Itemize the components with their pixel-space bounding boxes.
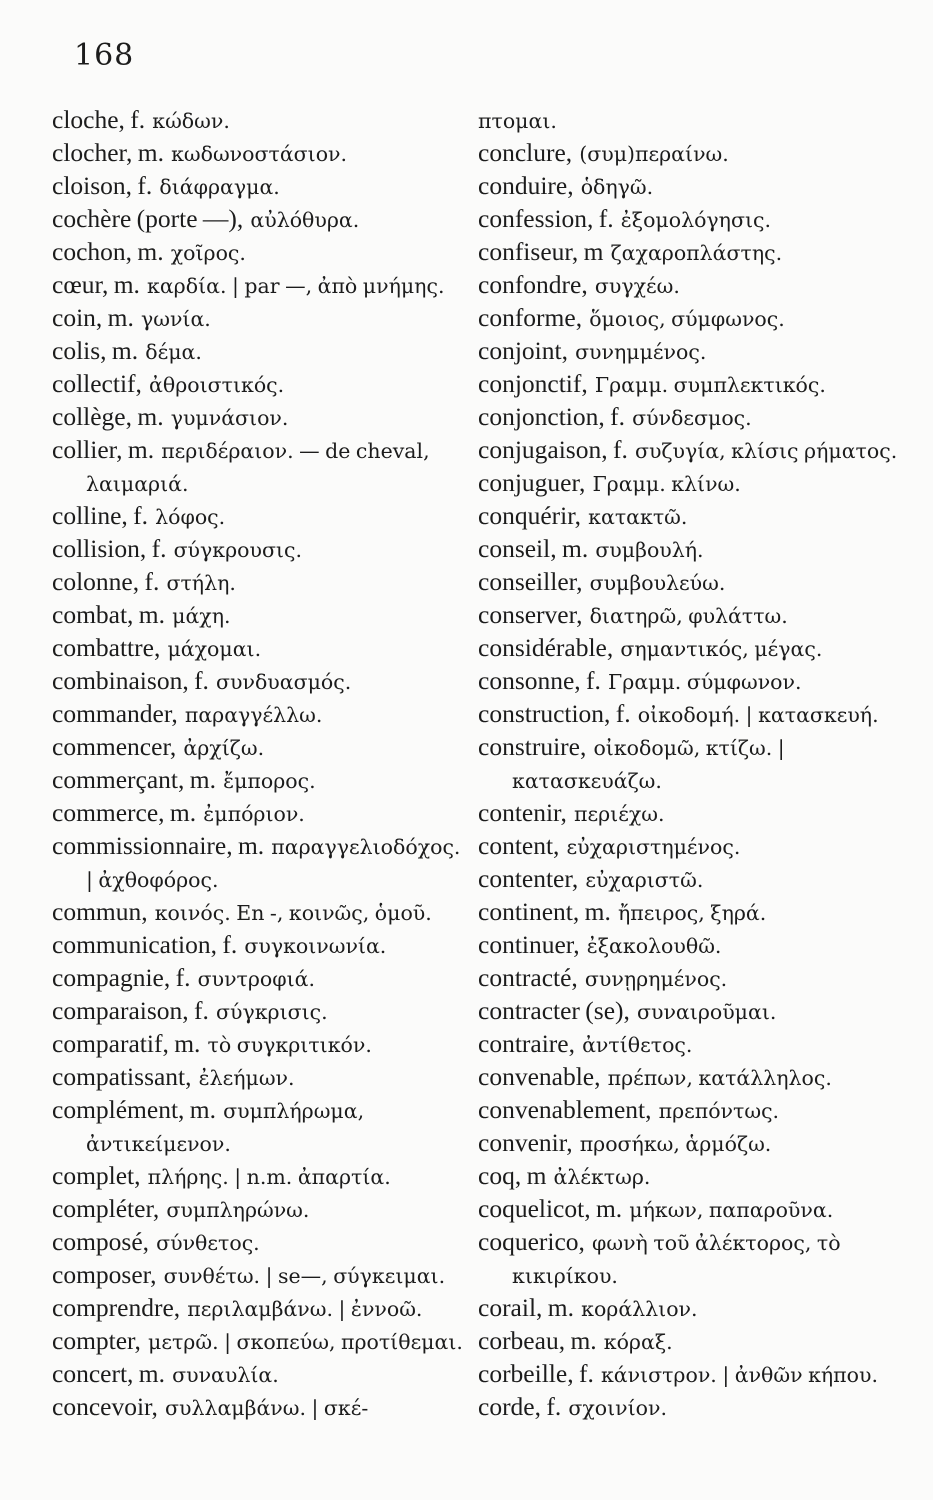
headword: consonne, f.	[478, 666, 601, 695]
greek-translation: γωνία.	[140, 307, 211, 331]
headword: conclure,	[478, 138, 573, 167]
headword: cochère (porte —),	[52, 204, 244, 233]
dictionary-entry	[52, 797, 472, 830]
greek-translation: οἰκοδομῶ, κτίζω. | κατασκευάζω.	[512, 736, 785, 793]
headword: commun,	[52, 897, 148, 926]
greek-translation: περιέχω.	[574, 802, 665, 826]
headword: complet,	[52, 1161, 141, 1190]
greek-translation: συντροφιά.	[197, 967, 316, 991]
dictionary-entry	[52, 1160, 472, 1193]
greek-translation: καρδία. | par —, ἀπὸ μνήμης.	[147, 274, 445, 298]
greek-translation: μετρῶ. | σκοπεύω, προτίθεμαι.	[148, 1330, 463, 1354]
headword: confession, f.	[478, 204, 614, 233]
dictionary-entry	[478, 236, 898, 269]
greek-translation: ἤπειρος, ξηρά.	[617, 901, 767, 925]
dictionary-entry	[478, 467, 898, 500]
dictionary-entry	[478, 1391, 898, 1424]
dictionary-entry	[52, 533, 472, 566]
dictionary-entry	[52, 104, 472, 137]
dictionary-entry	[52, 698, 472, 731]
greek-translation: σύνθετος.	[156, 1231, 260, 1255]
dictionary-entry	[478, 335, 898, 368]
dictionary-entry	[478, 1028, 898, 1061]
greek-translation: σύγκρισις.	[216, 1000, 328, 1024]
headword: coq, m	[478, 1161, 547, 1190]
headword: compter,	[52, 1326, 141, 1355]
dictionary-entry	[478, 500, 898, 533]
headword: conseiller,	[478, 567, 583, 596]
greek-translation: σύνδεσμος.	[632, 406, 752, 430]
headword: convenablement,	[478, 1095, 652, 1124]
greek-translation: συζυγία, κλίσις ρήματος.	[634, 439, 898, 463]
greek-translation: διατηρῶ, φυλάττω.	[589, 604, 788, 628]
headword: contracter (se),	[478, 996, 630, 1025]
headword: commander,	[52, 699, 178, 728]
dictionary-entry	[52, 1094, 472, 1160]
dictionary-entry	[478, 1160, 898, 1193]
dictionary-entry	[52, 1391, 472, 1424]
dictionary-entry	[52, 500, 472, 533]
greek-translation: ἀθροιστικός.	[149, 373, 285, 397]
dictionary-entry	[478, 104, 898, 137]
headword: contraire,	[478, 1029, 575, 1058]
dictionary-entry	[478, 929, 898, 962]
headword: combat, m.	[52, 600, 166, 629]
headword: corde, f.	[478, 1392, 562, 1421]
dictionary-entry	[52, 1226, 472, 1259]
greek-translation: φωνὴ τοῦ ἀλέκτορος, τὸ κικιρίκου.	[512, 1231, 841, 1288]
greek-translation: (συμ)περαίνω.	[579, 142, 729, 166]
greek-translation: ὁδηγῶ.	[580, 175, 654, 199]
dictionary-entry	[478, 995, 898, 1028]
headword: communication, f.	[52, 930, 238, 959]
greek-translation: ἀρχίζω.	[183, 736, 265, 760]
headword: collège, m.	[52, 402, 164, 431]
headword: complément, m.	[52, 1095, 217, 1124]
greek-translation: συγχέω.	[594, 274, 680, 298]
dictionary-entry	[478, 1193, 898, 1226]
greek-translation: Γραμμ. συμπλεκτικός.	[594, 373, 826, 397]
dictionary-entry	[52, 929, 472, 962]
headword: corbeau, m.	[478, 1326, 597, 1355]
greek-translation: τὸ συγκριτικόν.	[207, 1033, 372, 1057]
greek-translation: λόφος.	[155, 505, 226, 529]
dictionary-entry	[52, 1325, 472, 1358]
dictionary-entry	[478, 962, 898, 995]
dictionary-entry	[478, 632, 898, 665]
headword: composé,	[52, 1227, 150, 1256]
greek-translation: συμπλήρωμα, ἀντικείμενον.	[86, 1099, 365, 1156]
headword: colline, f.	[52, 501, 149, 530]
page-number: 168	[74, 38, 135, 73]
headword: content,	[478, 831, 560, 860]
dictionary-entry	[478, 566, 898, 599]
headword: commerçant, m.	[52, 765, 216, 794]
dictionary-entry	[52, 1259, 472, 1292]
dictionary-entry	[478, 203, 898, 236]
greek-translation: χοῖρος.	[170, 241, 246, 265]
dictionary-entry	[52, 995, 472, 1028]
dictionary-entry	[478, 137, 898, 170]
dictionary-entry	[478, 434, 898, 467]
headword: commissionnaire, m.	[52, 831, 265, 860]
headword: contracté,	[478, 963, 578, 992]
headword: collier, m.	[52, 435, 155, 464]
greek-translation: ὅμοιος, σύμφωνος.	[589, 307, 785, 331]
headword: convenir,	[478, 1128, 573, 1157]
dictionary-entry	[52, 1028, 472, 1061]
dictionary-entry	[52, 1193, 472, 1226]
headword: comparaison, f.	[52, 996, 209, 1025]
greek-translation: περιλαμβάνω. | ἐννοῶ.	[187, 1297, 423, 1321]
dictionary-entry	[478, 269, 898, 302]
headword: combattre,	[52, 633, 161, 662]
headword: cœur, m.	[52, 270, 140, 299]
headword: construction, f.	[478, 699, 631, 728]
greek-translation: οἰκοδομή. | κατασκευή.	[637, 703, 879, 727]
headword: collision, f.	[52, 534, 167, 563]
dictionary-entry	[52, 731, 472, 764]
headword: collectif,	[52, 369, 142, 398]
greek-translation: κωδωνοστάσιον.	[171, 142, 348, 166]
headword: coquelicot, m.	[478, 1194, 623, 1223]
headword: cochon, m.	[52, 237, 164, 266]
headword: continent, m.	[478, 897, 611, 926]
dictionary-entry	[52, 170, 472, 203]
greek-translation: διάφραγμα.	[159, 175, 280, 199]
greek-translation: συνθέτω. | se—, σύγκειμαι.	[163, 1264, 446, 1288]
dictionary-entry	[52, 962, 472, 995]
greek-translation: κοινός. En -, κοινῶς, ὁμοῦ.	[154, 901, 432, 925]
headword: coquerico,	[478, 1227, 585, 1256]
headword: conserver,	[478, 600, 583, 629]
headword: compléter,	[52, 1194, 160, 1223]
dictionary-entry	[52, 665, 472, 698]
headword: confiseur, m	[478, 237, 604, 266]
greek-translation: συλλαμβάνω. | σκέ-	[165, 1396, 369, 1420]
dictionary-entry	[52, 335, 472, 368]
greek-translation: σημαντικός, μέγας.	[620, 637, 823, 661]
headword: commerce, m.	[52, 798, 197, 827]
dictionary-entry	[478, 1325, 898, 1358]
dictionary-entry	[52, 137, 472, 170]
headword: corbeille, f.	[478, 1359, 594, 1388]
greek-translation: συνδυασμός.	[216, 670, 352, 694]
dictionary-entry	[52, 1358, 472, 1391]
headword: continuer,	[478, 930, 580, 959]
greek-translation: συνημμένος.	[575, 340, 707, 364]
dictionary-entry	[52, 1292, 472, 1325]
dictionary-entry	[52, 896, 472, 929]
headword: coin, m.	[52, 303, 134, 332]
dictionary-entry	[52, 236, 472, 269]
right-column	[478, 104, 898, 1424]
greek-translation: κάνιστρον. | ἀνθῶν κήπου.	[600, 1363, 878, 1387]
dictionary-entry	[478, 665, 898, 698]
headword: commencer,	[52, 732, 177, 761]
greek-translation: ἐξομολόγησις.	[620, 208, 771, 232]
greek-translation: κατακτῶ.	[588, 505, 688, 529]
headword: comparatif, m.	[52, 1029, 201, 1058]
headword: corail, m.	[478, 1293, 575, 1322]
headword: colis, m.	[52, 336, 139, 365]
headword: concert, m.	[52, 1359, 165, 1388]
headword: contenter,	[478, 864, 579, 893]
greek-translation: ἐλεήμων.	[198, 1066, 295, 1090]
greek-translation: συμπληρώνω.	[166, 1198, 310, 1222]
dictionary-entry	[52, 203, 472, 236]
dictionary-entry	[478, 1226, 898, 1292]
dictionary-entry	[478, 1358, 898, 1391]
headword: clocher, m.	[52, 138, 164, 167]
headword: cloison, f.	[52, 171, 153, 200]
greek-translation: μάχομαι.	[167, 637, 262, 661]
greek-translation: Γραμμ. κλίνω.	[592, 472, 741, 496]
dictionary-entry	[478, 599, 898, 632]
dictionary-entry	[478, 1061, 898, 1094]
headword: conjoint,	[478, 336, 568, 365]
greek-translation: ἀλέκτωρ.	[553, 1165, 651, 1189]
greek-translation: εὐχαριστῶ.	[585, 868, 704, 892]
headword: conquérir,	[478, 501, 582, 530]
dictionary-entry	[52, 368, 472, 401]
headword: conforme,	[478, 303, 583, 332]
greek-translation: γυμνάσιον.	[170, 406, 289, 430]
headword: cloche, f.	[52, 105, 146, 134]
greek-translation: σύγκρουσις.	[173, 538, 302, 562]
dictionary-entry	[52, 764, 472, 797]
greek-translation: σχοινίον.	[568, 1396, 667, 1420]
headword: contenir,	[478, 798, 567, 827]
dictionary-entry	[52, 632, 472, 665]
headword: convenable,	[478, 1062, 601, 1091]
dictionary-entry	[478, 830, 898, 863]
greek-translation: συνῃρημένος.	[584, 967, 728, 991]
greek-translation: μάχη.	[172, 604, 231, 628]
headword: conjonction, f.	[478, 402, 626, 431]
greek-translation: παραγγελιοδόχος. | ἀχθοφόρος.	[86, 835, 461, 892]
dictionary-entry	[478, 1292, 898, 1325]
headword: combinaison, f.	[52, 666, 209, 695]
headword: compatissant,	[52, 1062, 192, 1091]
greek-translation: πρεπόντως.	[658, 1099, 780, 1123]
greek-translation: ἔμπορος.	[223, 769, 316, 793]
headword: considérable,	[478, 633, 614, 662]
headword: confondre,	[478, 270, 588, 299]
greek-translation: στήλη.	[166, 571, 236, 595]
greek-translation: ἐμπόριον.	[203, 802, 305, 826]
greek-translation: παραγγέλλω.	[184, 703, 323, 727]
greek-translation: πλήρης. | n.m. ἀπαρτία.	[147, 1165, 391, 1189]
dictionary-entry	[52, 302, 472, 335]
headword: compagnie, f.	[52, 963, 191, 992]
headword: conjonctif,	[478, 369, 588, 398]
headword: conjugaison, f.	[478, 435, 628, 464]
greek-translation: συγκοινωνία.	[244, 934, 387, 958]
dictionary-entry	[478, 863, 898, 896]
dictionary-entry	[52, 599, 472, 632]
dictionary-entry	[478, 896, 898, 929]
headword: comprendre,	[52, 1293, 181, 1322]
greek-translation: δέμα.	[145, 340, 202, 364]
greek-translation: πτομαι.	[478, 109, 557, 133]
greek-translation: αὐλόθυρα.	[250, 208, 360, 232]
headword: conduire,	[478, 171, 574, 200]
greek-translation: συμβουλεύω.	[589, 571, 726, 595]
dictionary-entry	[478, 1127, 898, 1160]
dictionary-entry	[52, 830, 472, 896]
dictionary-entry	[478, 1094, 898, 1127]
dictionary-entry	[52, 566, 472, 599]
greek-translation: συμβουλή.	[595, 538, 704, 562]
headword: conseil, m.	[478, 534, 589, 563]
headword: colonne, f.	[52, 567, 160, 596]
dictionary-entry	[478, 731, 898, 797]
greek-translation: πρέπων, κατάλληλος.	[607, 1066, 832, 1090]
dictionary-entry	[52, 269, 472, 302]
greek-translation: μήκων, παπαροῦνα.	[629, 1198, 834, 1222]
greek-translation: κώδων.	[152, 109, 230, 133]
greek-translation: προσήκω, ἁρμόζω.	[579, 1132, 772, 1156]
dictionary-entry	[52, 1061, 472, 1094]
greek-translation: κόραξ.	[603, 1330, 673, 1354]
headword: composer,	[52, 1260, 157, 1289]
headword: construire,	[478, 732, 587, 761]
dictionary-entry	[52, 401, 472, 434]
greek-translation: συναιροῦμαι.	[637, 1000, 777, 1024]
left-column	[52, 104, 472, 1424]
greek-translation: περιδέραιον. — de cheval, λαιμαριά.	[86, 439, 430, 496]
greek-translation: εὐχαριστημένος.	[566, 835, 741, 859]
headword: conjuguer,	[478, 468, 586, 497]
dictionary-entry	[478, 170, 898, 203]
headword: concevoir,	[52, 1392, 158, 1421]
dictionary-entry	[478, 698, 898, 731]
greek-translation: ζαχαροπλάστης.	[610, 241, 783, 265]
greek-translation: κοράλλιον.	[581, 1297, 698, 1321]
dictionary-entry	[478, 797, 898, 830]
dictionary-entry	[478, 533, 898, 566]
greek-translation: Γραμμ. σύμφωνον.	[608, 670, 802, 694]
greek-translation: συναυλία.	[172, 1363, 279, 1387]
dictionary-entry	[478, 401, 898, 434]
dictionary-entry	[478, 302, 898, 335]
greek-translation: ἀντίθετος.	[582, 1033, 693, 1057]
dictionary-entry	[52, 434, 472, 500]
dictionary-entry	[478, 368, 898, 401]
greek-translation: ἐξακολουθῶ.	[586, 934, 722, 958]
